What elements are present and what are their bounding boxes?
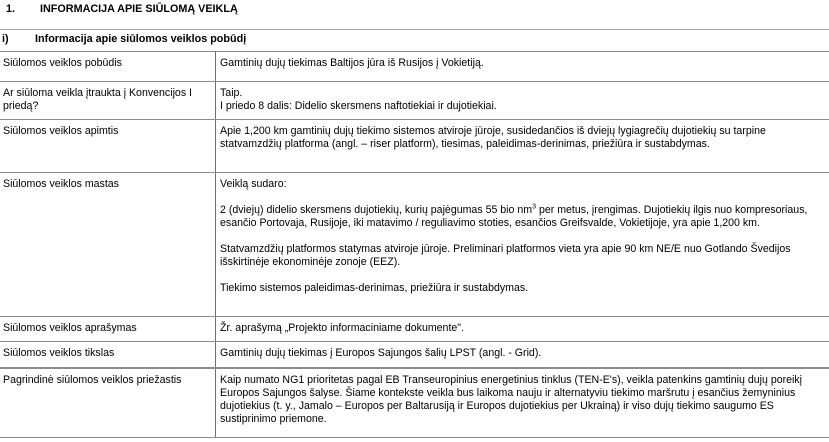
table-row-nature bbox=[0, 52, 829, 82]
value-text: Statvamzdžių platformos statymas atviroje jūroje. Preliminari platformos vieta yra apie 90 km NE/E nuo Gotlando Švedijos išskirtinėje ekonominėje zonoje (EEZ). bbox=[220, 243, 791, 268]
table-row-description bbox=[0, 317, 829, 342]
section-number: 1. bbox=[6, 3, 16, 15]
table-row-purpose bbox=[0, 342, 829, 369]
row-label: Ar siūloma veikla įtraukta į Konvencijos I priedą? bbox=[0, 82, 216, 120]
row-value bbox=[216, 368, 829, 438]
row-value bbox=[216, 52, 829, 82]
row-value bbox=[216, 317, 829, 342]
row-value bbox=[216, 173, 829, 317]
value-text bbox=[220, 204, 826, 230]
table-row-scope bbox=[0, 120, 829, 173]
row-label: Siūlomos veiklos tikslas bbox=[0, 342, 216, 369]
row-label: Pagrindinė siūlomos veiklos priežastis bbox=[0, 368, 216, 438]
table-row-annex bbox=[0, 82, 829, 120]
superscript: 3 bbox=[532, 203, 536, 211]
value-text: Tiekimo sistemos paleidimas-derinimas, priežiūra ir sustabdymas. bbox=[220, 282, 529, 294]
row-value bbox=[216, 342, 829, 369]
section-heading bbox=[6, 3, 238, 15]
subsection-title: Informacija apie siūlomos veiklos pobūdį bbox=[35, 33, 247, 45]
subsection-divider bbox=[0, 29, 829, 30]
row-value bbox=[216, 82, 829, 120]
value-text-part: 2 (dviejų) didelio skersmens dujotiekių, kurių pajėgumas 55 bio nm bbox=[220, 204, 533, 216]
table-row-rationale bbox=[0, 368, 829, 438]
value-text: I priedo 8 dalis: Didelio skersmens naftotiekiai ir dujotiekiai. bbox=[220, 100, 497, 112]
row-value bbox=[216, 120, 829, 173]
value-text: Kaip numato NG1 prioritetas pagal EB Transeuropinius energetinius tinklus (TEN-E's), veikla patenkins gamtinių dujų poreikį Europos Sajungos šalyse. Šiame kontekste veikla bus laikoma nauju ir alternatyviu tiekimo maršrutu į esančius žemyninius dujotiekius (t. y., Jamalo – Europos per Baltarusiją ir Europos dujotiekius per Ukrainą) ir viso dujų tiekimo saugumo ES sustiprinimo priemone. bbox=[220, 374, 803, 425]
subsection-number: i) bbox=[2, 33, 9, 45]
value-text: Gamtinių dujų tiekimas į Europos Sajungos šalių LPST (angl. - Grid). bbox=[220, 347, 542, 359]
subsection-heading bbox=[2, 33, 246, 45]
row-label: Siūlomos veiklos pobūdis bbox=[0, 52, 216, 82]
value-text: Žr. aprašymą „Projekto informaciniame dokumente". bbox=[220, 322, 464, 334]
row-label: Siūlomos veiklos mastas bbox=[0, 173, 216, 317]
row-label: Siūlomos veiklos aprašymas bbox=[0, 317, 216, 342]
section-title: INFORMACIJA APIE SIŪLOMĄ VEIKLĄ bbox=[40, 3, 238, 15]
value-text-part: per metus, įrengimas. Dujotiekių ilgis nuo kompresoriaus, esančio Portovaja, Rusijoje, iki matavimo / reguliavimo stoties, esančios Greifsvalde, Vokietijoje, yra apie 1,200 km. bbox=[220, 204, 808, 229]
value-text: Gamtinių dujų tiekimas Baltijos jūra iš Rusijos į Vokietiją. bbox=[220, 57, 484, 69]
table-row-scale bbox=[0, 173, 829, 317]
value-text: Taip. bbox=[220, 87, 243, 99]
value-text: Veiklą sudaro: bbox=[220, 178, 287, 190]
activity-info-table bbox=[0, 51, 829, 438]
row-label: Siūlomos veiklos apimtis bbox=[0, 120, 216, 173]
value-text: Apie 1,200 km gamtinių dujų tiekimo sistemos atviroje jūroje, susidedančios iš dviejų lygiagrečių dujotiekių su tarpine statvamzdžių platforma (angl. – riser platform), tiesimas, paleidimas-derinimas, priežiūra ir sustabdymas. bbox=[220, 125, 766, 150]
